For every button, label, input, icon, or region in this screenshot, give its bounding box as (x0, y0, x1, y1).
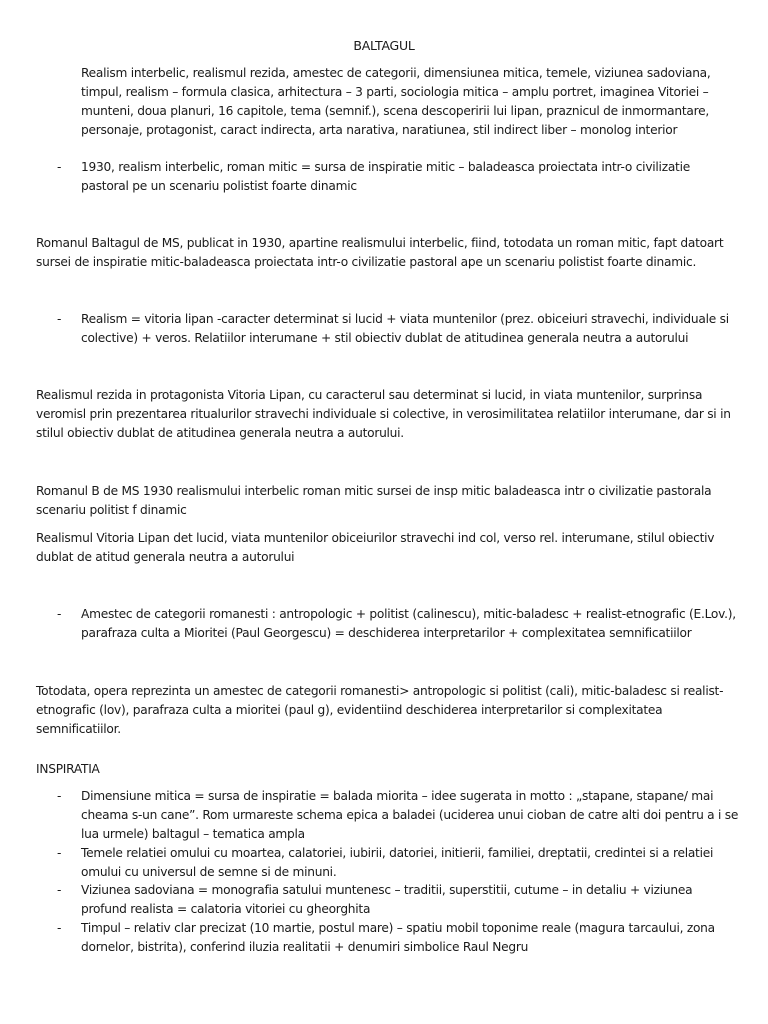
paragraph: Realismul Vitoria Lipan det lucid, viata muntenilor obiceiurilor stravechi ind col, verso rel. interumane, stilul obiectiv dublat de atitud generala neutra a autorului (36, 531, 715, 564)
bullet-text: Dimensiune mitica = sursa de inspiratie = balada miorita – idee sugerata in motto : „stapane, stapane/ mai cheama s-un cane”. Rom urmareste schema epica a baladei (uciderea unui cioban de catre alti doi pentru a i se lua urmele) baltagul – tematica ampla (81, 789, 739, 841)
list-item (57, 310, 741, 348)
bullet-dash: - (57, 921, 62, 935)
bullet-dash: - (57, 607, 62, 621)
section-heading: INSPIRATIA (36, 762, 100, 776)
bullet-dash: - (57, 883, 62, 897)
paragraph: Totodata, opera reprezinta un amestec de categorii romanesti> antropologic si politist (cali), mitic-baladesc si realist-etnografic (lov), parafraza culta a mioritei (paul g), evidentiind deschiderea interpretarilor si complexitatea semnificatiilor. (36, 684, 724, 736)
list-item (57, 919, 741, 957)
list-item (57, 605, 741, 643)
document-title: BALTAGUL (353, 38, 415, 53)
bullet-text: Temele relatiei omului cu moartea, calatoriei, iubirii, datoriei, initierii, familiei, dreptatii, credintei si a relatiei omului cu universul de semne si de minuni. (81, 846, 714, 879)
paragraph: Romanul B de MS 1930 realismului interbelic roman mitic sursei de insp mitic baladeasca intr o civilizatie pastorala scenariu politist f dinamic (36, 484, 712, 517)
bullet-dash: - (57, 160, 62, 174)
list-item (57, 787, 741, 844)
bullet-text: Timpul – relativ clar precizat (10 martie, postul mare) – spatiu mobil toponime reale (magura tarcaului, zona dornelor, bistrita), conferind iluzia realitatii + denumiri simbolice Raul Negru (81, 921, 715, 954)
paragraph: Romanul Baltagul de MS, publicat in 1930, apartine realismului interbelic, fiind, totodata un roman mitic, fapt datoart sursei de inspiratie mitic-baladeasca proiectata intr-o civilizatie pastoral ape un scenariu polistist foarte dinamic. (36, 236, 724, 269)
bullet-dash: - (57, 789, 62, 803)
list-item (57, 844, 741, 882)
bullet-text: Amestec de categorii romanesti : antropologic + politist (calinescu), mitic-baladesc + realist-etnografic (E.Lov.), parafraza culta a Mioritei (Paul Georgescu) = deschiderea interpretarilor + complexitatea semnificatiilor (81, 607, 736, 640)
bullet-dash: - (57, 846, 62, 860)
bullet-text: Realism = vitoria lipan -caracter determinat si lucid + viata muntenilor (prez. obiceiuri stravechi, individuale si colective) + veros. Relatiilor interumane + stil obiectiv dublat de atitudinea generala neutra a autorului (81, 312, 729, 345)
list-item (57, 158, 741, 196)
summary-paragraph: Realism interbelic, realismul rezida, amestec de categorii, dimensiunea mitica, temele, viziunea sadoviana, timpul, realism – formula clasica, arhitectura – 3 parti, sociologia mitica – amplu portret, imaginea Vitoriei – munteni, doua planuri, 16 capitole, tema (semnif.), scena descoperirii lui lipan, praznicul de inmormantare, personaje, protagonist, caract indirecta, arta narativa, naratiunea, stil indirect liber – monolog interior (81, 66, 711, 137)
paragraph: Realismul rezida in protagonista Vitoria Lipan, cu caracterul sau determinat si lucid, in viata muntenilor, surprinsa veromisl prin prezentarea ritualurilor stravechi individuale si colective, in verosimilitatea relatiilor interumane, dar si in stilul obiectiv dublat de atitudinea generala neutra a autorului. (36, 388, 731, 440)
bullet-dash: - (57, 312, 62, 326)
bullet-text: 1930, realism interbelic, roman mitic = sursa de inspiratie mitic – baladeasca proiectata intr-o civilizatie pastoral pe un scenariu polistist foarte dinamic (81, 160, 690, 193)
bullet-text: Viziunea sadoviana = monografia satului muntenesc – traditii, superstitii, cutume – in detaliu + viziunea profund realista = calatoria vitoriei cu gheorghita (81, 883, 693, 916)
list-item (57, 881, 741, 919)
